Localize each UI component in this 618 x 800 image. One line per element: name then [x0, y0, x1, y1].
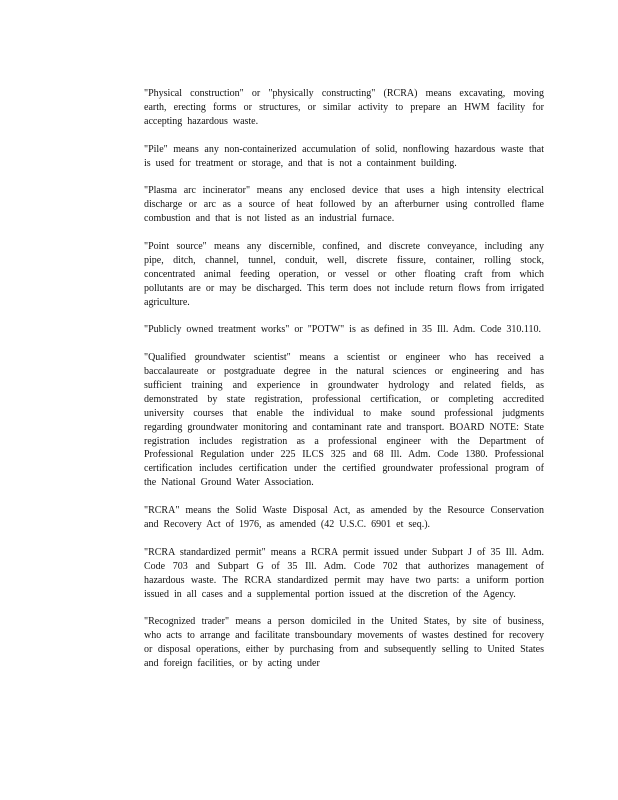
- definition-pile: "Pile" means any non-containerized accumulation of solid, nonflowing hazardous waste that is used for treatment or storage, and that is not a containment building.: [144, 143, 544, 169]
- definition-recognized-trader: "Recognized trader" means a person domiciled in the United States, by site of business, who acts to arrange and facilitate transboundary movements of wastes destined for recovery or disposal operations, either by purchasing from and subsequently selling to United States and foreign facilities, or by acting under: [144, 616, 544, 670]
- definition-plasma-arc-incinerator: "Plasma arc incinerator" means any enclosed device that uses a high intensity electrical discharge or arc as a source of heat followed by an afterburner using controlled flame combustion and that is not listed as an industrial furnace.: [144, 185, 544, 225]
- document-page: [144, 87, 544, 671]
- definition-qualified-groundwater-scientist: "Qualified groundwater scientist" means a scientist or engineer who has received a baccalaureate or postgraduate degree in the natural sciences or engineering and has sufficient training and experience in groundwater hydrology and related fields, as demonstrated by state registration, professional certification, or completing accredited university courses that enable the individual to make sound professional judgments regarding groundwater monitoring and contaminant rate and transport. BOARD NOTE: State registration includes registration as a professional engineer with the Department of Professional Regulation under 225 ILCS 325 and 68 Ill. Adm. Code 1380. Professional certification includes certification under the certified groundwater professional program of the National Ground Water Association.: [144, 352, 544, 489]
- definition-rcra: "RCRA" means the Solid Waste Disposal Act, as amended by the Resource Conservation and Recovery Act of 1976, as amended (42 U.S.C. 6901 et seq.).: [144, 505, 544, 530]
- definition-potw: "Publicly owned treatment works" or "POTW" is as defined in 35 Ill. Adm. Code 310.110.: [144, 324, 542, 336]
- definition-point-source: "Point source" means any discernible, confined, and discrete conveyance, including any pipe, ditch, channel, tunnel, conduit, well, discrete fissure, container, rolling stock, concentrated animal feeding operation, or vessel or other floating craft from which pollutants are or may be discharged. This term does not include return flows from irrigated agriculture.: [144, 240, 544, 308]
- definition-physical-construction: "Physical construction" or "physically constructing" (RCRA) means excavating, moving earth, erecting forms or structures, or similar activity to prepare an HWM facility for accepting hazardous waste.: [144, 88, 544, 127]
- definition-rcra-standardized-permit: "RCRA standardized permit" means a RCRA permit issued under Subpart J of 35 Ill. Adm. Code 703 and Subpart G of 35 Ill. Adm. Code 702 that authorizes management of hazardous waste. The RCRA standardized permit may have two parts: a uniform portion issued in all cases and a supplemental portion issued at the discretion of the Agency.: [144, 546, 544, 600]
